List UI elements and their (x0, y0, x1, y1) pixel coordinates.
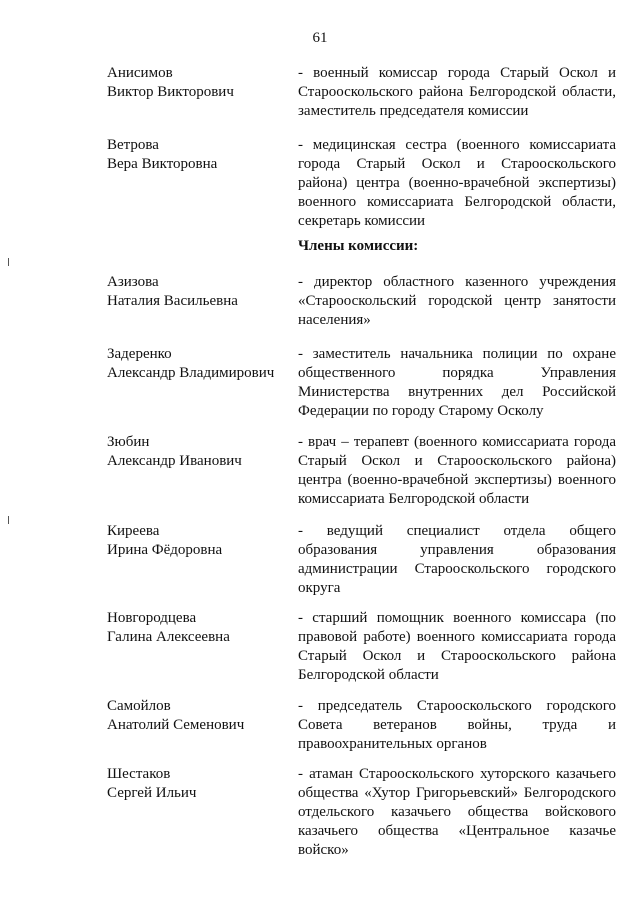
role-description: - ведущий специалист отдела общего образования управления образования администрации Старооскольского городского округа (298, 523, 616, 596)
role-description: - медицинская сестра (военного комиссариата города Старый Оскол и Старооскольского района) центра (военно-врачебной экспертизы) военного комиссариата Белгородской области, секретарь комиссии (298, 137, 616, 229)
role-description: - врач – терапевт (военного комиссариата города Старый Оскол и Старооскольского района) центра (военно-врачебной экспертизы) военного комиссариата Белгородской области (298, 434, 616, 507)
given-name: Виктор Викторович (107, 84, 234, 100)
scan-mark (8, 258, 9, 266)
scan-mark (8, 516, 9, 524)
given-name: Анатолий Семенович (107, 717, 245, 733)
surname: Киреева (107, 523, 160, 539)
given-name: Наталия Васильевна (107, 293, 238, 309)
page-number: 61 (312, 30, 328, 46)
surname: Шестаков (107, 766, 171, 782)
person-name (107, 273, 292, 311)
given-name: Галина Алексеевна (107, 629, 230, 645)
surname: Анисимов (107, 65, 173, 81)
person-name (107, 522, 292, 560)
members-heading: Члены комиссии: (298, 238, 419, 254)
given-name: Ирина Фёдоровна (107, 542, 223, 558)
given-name: Сергей Ильич (107, 785, 197, 801)
surname: Ветрова (107, 137, 159, 153)
surname: Самойлов (107, 698, 171, 714)
given-name: Александр Иванович (107, 453, 242, 469)
person-name (107, 609, 292, 647)
role-description: - атаман Старооскольского хуторского казачьего общества «Хутор Григорьевский» Белгородского отдельского казачьего общества войскового казачьего общества «Центральное казачье войско» (298, 766, 616, 858)
given-name: Александр Владимирович (107, 365, 275, 381)
given-name: Вера Викторовна (107, 156, 218, 172)
role-description: - старший помощник военного комиссара (по правовой работе) военного комиссариата города Старый Оскол и Старооскольского района Белгородской области (298, 610, 616, 683)
person-name (107, 697, 292, 735)
person-name (107, 345, 292, 383)
role-description: - заместитель начальника полиции по охране общественного порядка Управления Министерства внутренних дел Российской Федерации по городу Старому Осколу (298, 346, 616, 419)
surname: Зюбин (107, 434, 150, 450)
role-description: - председатель Старооскольского городского Совета ветеранов войны, труда и правоохранительных органов (298, 698, 616, 752)
surname: Новгородцева (107, 610, 197, 626)
person-name (107, 765, 292, 803)
person-name (107, 64, 292, 102)
person-name (107, 433, 292, 471)
role-description: - военный комиссар города Старый Оскол и Старооскольского района Белгородской области, заместитель председателя комиссии (298, 65, 616, 119)
surname: Азизова (107, 274, 159, 290)
person-name (107, 136, 292, 174)
role-description: - директор областного казенного учреждения «Старооскольский городской центр занятости населения» (298, 274, 616, 328)
surname: Задеренко (107, 346, 172, 362)
